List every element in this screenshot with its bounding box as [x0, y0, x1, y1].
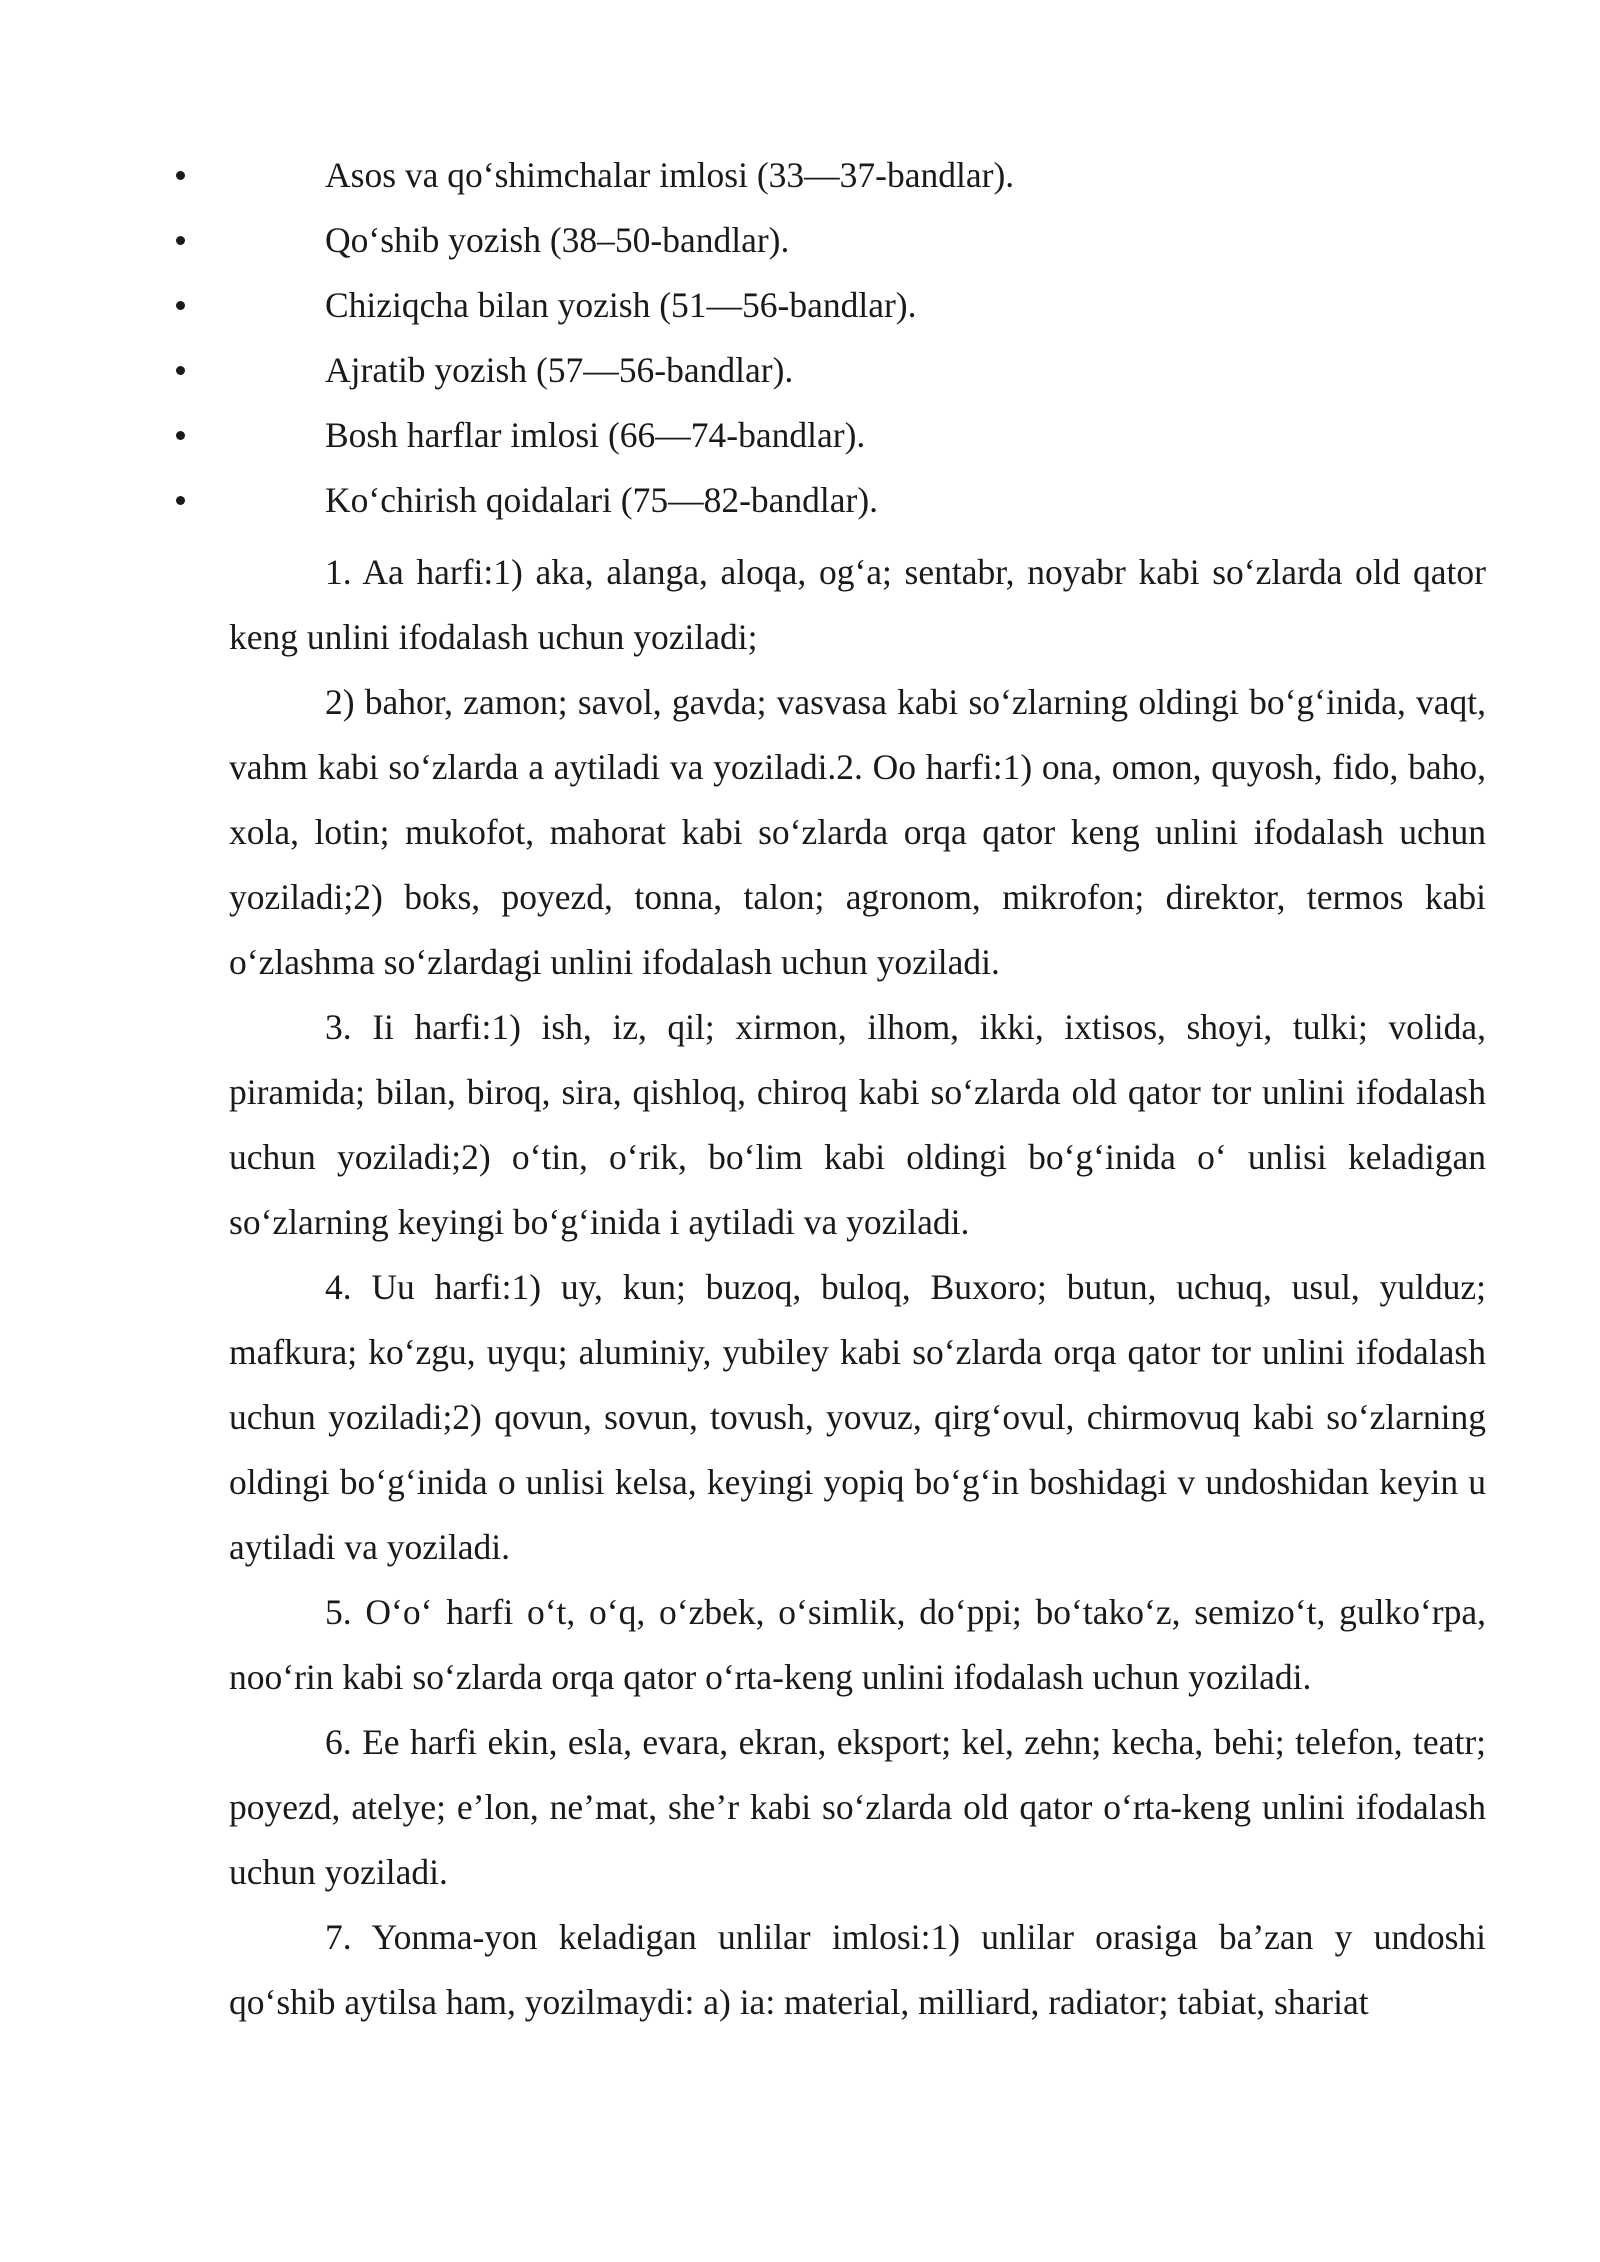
bullet-icon: [176, 496, 185, 505]
paragraph-letter-e: 6. Ee harfi ekin, esla, evara, ekran, eksport; kel, zehn; kecha, behi; telefon, teatr; poyezd, atelye; e’lon, ne’mat, she’r kabi so‘zlarda old qator o‘rta-keng unlini ifodalash uchun yoziladi.: [229, 1722, 1486, 1892]
paragraph-adjacent-vowels: 7. Yonma-yon keladigan unlilar imlosi:1) unlilar orasiga ba’zan y undoshi qo‘shib aytilsa ham, yozilmaydi: a) ia: material, milliard, radiator; tabiat, shariat: [229, 1917, 1486, 2022]
list-item-text: Ajratib yozish (57—56-bandlar).: [325, 350, 794, 390]
list-item: [0, 345, 1600, 410]
bullet-icon: [176, 366, 185, 375]
list-item-text: Chiziqcha bilan yozish (51—56-bandlar).: [325, 285, 917, 325]
paragraph-letter-u: 4. Uu harfi:1) uy, kun; buzoq, buloq, Buxoro; butun, uchuq, usul, yulduz; mafkura; ko‘zgu, uyqu; aluminiy, yubiley kabi so‘zlarda orqa qator tor unlini ifodalash uchun yoziladi;2) qovun, sovun, tovush, yovuz, qirg‘ovul, chirmovuq kabi so‘zlarning oldingi bo‘g‘inida o unlisi kelsa, keyingi yopiq bo‘g‘in boshidagi v undoshidan keyin u aytiladi va yoziladi.: [229, 1267, 1486, 1567]
paragraph-letter-a-o: 2) bahor, zamon; savol, gavda; vasvasa kabi so‘zlarning oldingi bo‘g‘inida, vaqt, vahm kabi so‘zlarda a aytiladi va yoziladi.2. Oo harfi:1) ona, omon, quyosh, fido, baho, xola, lotin; mukofot, mahorat kabi so‘zlarda orqa qator keng unlini ifodalash uchun yoziladi;2) boks, poyezd, tonna, talon; agronom, mikrofon; direktor, termos kabi o‘zlashma so‘zlardagi unlini ifodalash uchun yoziladi.: [229, 682, 1486, 982]
paragraph-letter-a: 1. Aa harfi:1) aka, alanga, aloqa, og‘a; sentabr, noyabr kabi so‘zlarda old qator keng unlini ifodalash uchun yoziladi;: [229, 552, 1486, 657]
list-item: [0, 215, 1600, 280]
bullet-icon: [176, 171, 185, 180]
list-item: [0, 410, 1600, 475]
paragraph-letter-i: 3. Ii harfi:1) ish, iz, qil; xirmon, ilhom, ikki, ixtisos, shoyi, tulki; volida, piramida; bilan, biroq, sira, qishloq, chiroq kabi so‘zlarda old qator tor unlini ifodalash uchun yoziladi;2) o‘tin, o‘rik, bo‘lim kabi oldingi bo‘g‘inida o‘ unlisi keladigan so‘zlarning keyingi bo‘g‘inida i aytiladi va yoziladi.: [229, 1007, 1486, 1242]
bullet-icon: [176, 431, 185, 440]
bullet-icon: [176, 301, 185, 310]
list-item-text: Bosh harflar imlosi (66—74-bandlar).: [325, 415, 866, 455]
document-body: [229, 540, 1486, 2035]
list-item-text: Asos va qo‘shimchalar imlosi (33—37-bandlar).: [325, 155, 1015, 195]
list-item-text: Qo‘shib yozish (38–50-bandlar).: [325, 220, 790, 260]
list-item: [0, 280, 1600, 345]
list-item-text: Ko‘chirish qoidalari (75—82-bandlar).: [325, 480, 879, 520]
list-item: [0, 475, 1600, 540]
paragraph-letter-o-tick: 5. O‘o‘ harfi o‘t, o‘q, o‘zbek, o‘simlik, do‘ppi; bo‘tako‘z, semizo‘t, gulko‘rpa, noo‘rin kabi so‘zlarda orqa qator o‘rta-keng unlini ifodalash uchun yoziladi.: [229, 1592, 1486, 1697]
section-bullet-list: [0, 150, 1600, 540]
bullet-icon: [176, 236, 185, 245]
list-item: [0, 150, 1600, 215]
